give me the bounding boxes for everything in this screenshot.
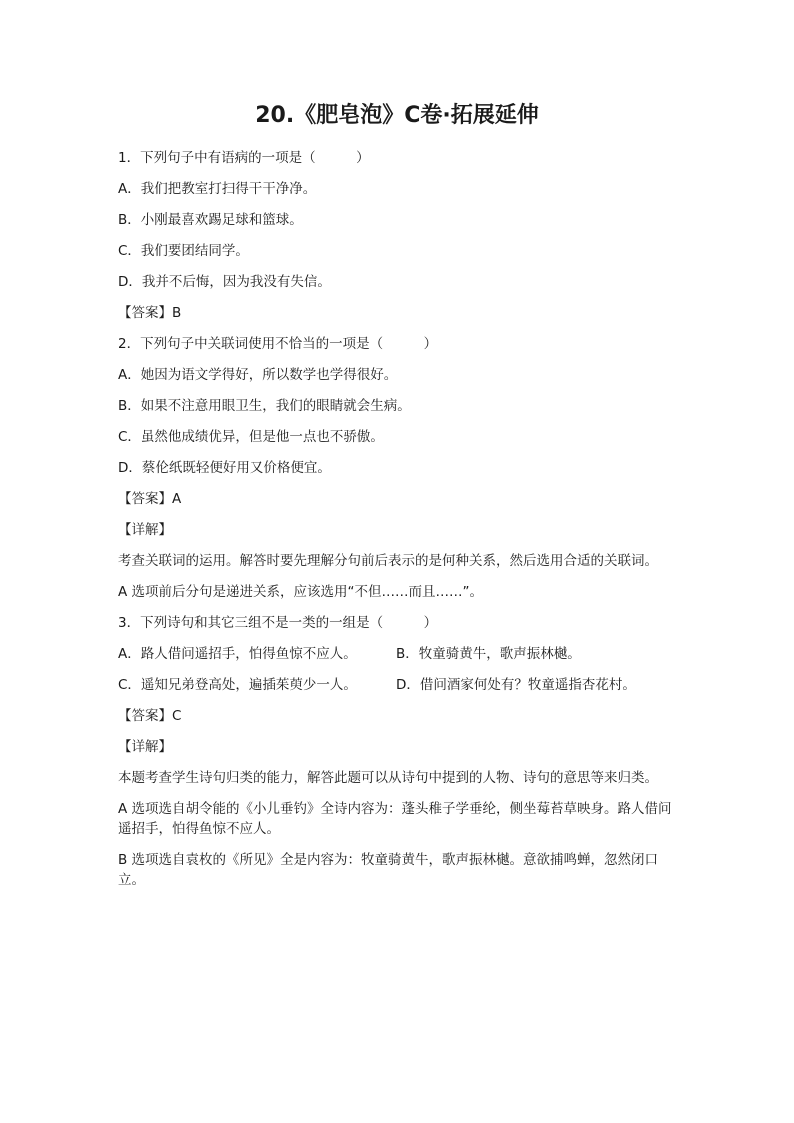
q1-option-d: D．我并不后悔，因为我没有失信。 xyxy=(118,274,331,290)
q3-answer: 【答案】C xyxy=(118,708,182,724)
document-body xyxy=(118,148,678,901)
q3-detail-label: 【详解】 xyxy=(118,739,172,755)
q2-detail-label: 【详解】 xyxy=(118,522,172,538)
q1-stem: 1．下列句子中有语病的一项是（ ） xyxy=(118,150,370,166)
q3-stem: 3．下列诗句和其它三组不是一类的一组是（ ） xyxy=(118,615,438,631)
q1-answer: 【答案】B xyxy=(118,305,182,321)
q1-option-a: A．我们把教室打扫得干干净净。 xyxy=(118,181,317,197)
q2-option-d: D．蔡伦纸既轻便好用又价格便宜。 xyxy=(118,460,331,476)
q2-detail-note: A 选项前后分句是递进关系，应该选用“不但……而且……”。 xyxy=(118,584,484,600)
q3-detail-text: 本题考查学生诗句归类的能力，解答此题可以从诗句中提到的人物、诗句的意思等来归类。 xyxy=(118,770,658,786)
q3-options-row-2 xyxy=(118,675,678,695)
q1-option-b: B．小刚最喜欢踢足球和篮球。 xyxy=(118,212,303,228)
q3-option-c: C．遥知兄弟登高处，遍插茱萸少一人。 xyxy=(118,677,357,693)
page-title: 20.《肥皂泡》C卷·拓展延伸 xyxy=(255,103,539,128)
q2-option-c: C．虽然他成绩优异，但是他一点也不骄傲。 xyxy=(118,429,384,445)
q2-detail-text: 考查关联词的运用。解答时要先理解分句前后表示的是何种关系，然后选用合适的关联词。 xyxy=(118,553,658,569)
q3-option-b: B．牧童骑黄牛，歌声振林樾。 xyxy=(396,646,581,662)
q2-option-b: B．如果不注意用眼卫生，我们的眼睛就会生病。 xyxy=(118,398,411,414)
q3-detail-option-a: A 选项选自胡令能的《小儿垂钓》全诗内容为：蓬头稚子学垂纶，侧坐莓苔草映身。路人借问遥招手，怕得鱼惊不应人。 xyxy=(118,801,672,837)
q2-stem: 2．下列句子中关联词使用不恰当的一项是（ ） xyxy=(118,336,438,352)
q3-options-row-1 xyxy=(118,644,678,664)
q3-detail-option-b: B 选项选自袁枚的《所见》全是内容为：牧童骑黄牛，歌声振林樾。意欲捕鸣蝉，忽然闭口立。 xyxy=(118,852,659,888)
q2-option-a: A．她因为语文学得好，所以数学也学得很好。 xyxy=(118,367,398,383)
q1-option-c: C．我们要团结同学。 xyxy=(118,243,249,259)
q3-option-a: A．路人借问遥招手，怕得鱼惊不应人。 xyxy=(118,646,357,662)
q3-option-d: D．借问酒家何处有？牧童遥指杏花村。 xyxy=(396,677,636,693)
q2-answer: 【答案】A xyxy=(118,491,182,507)
